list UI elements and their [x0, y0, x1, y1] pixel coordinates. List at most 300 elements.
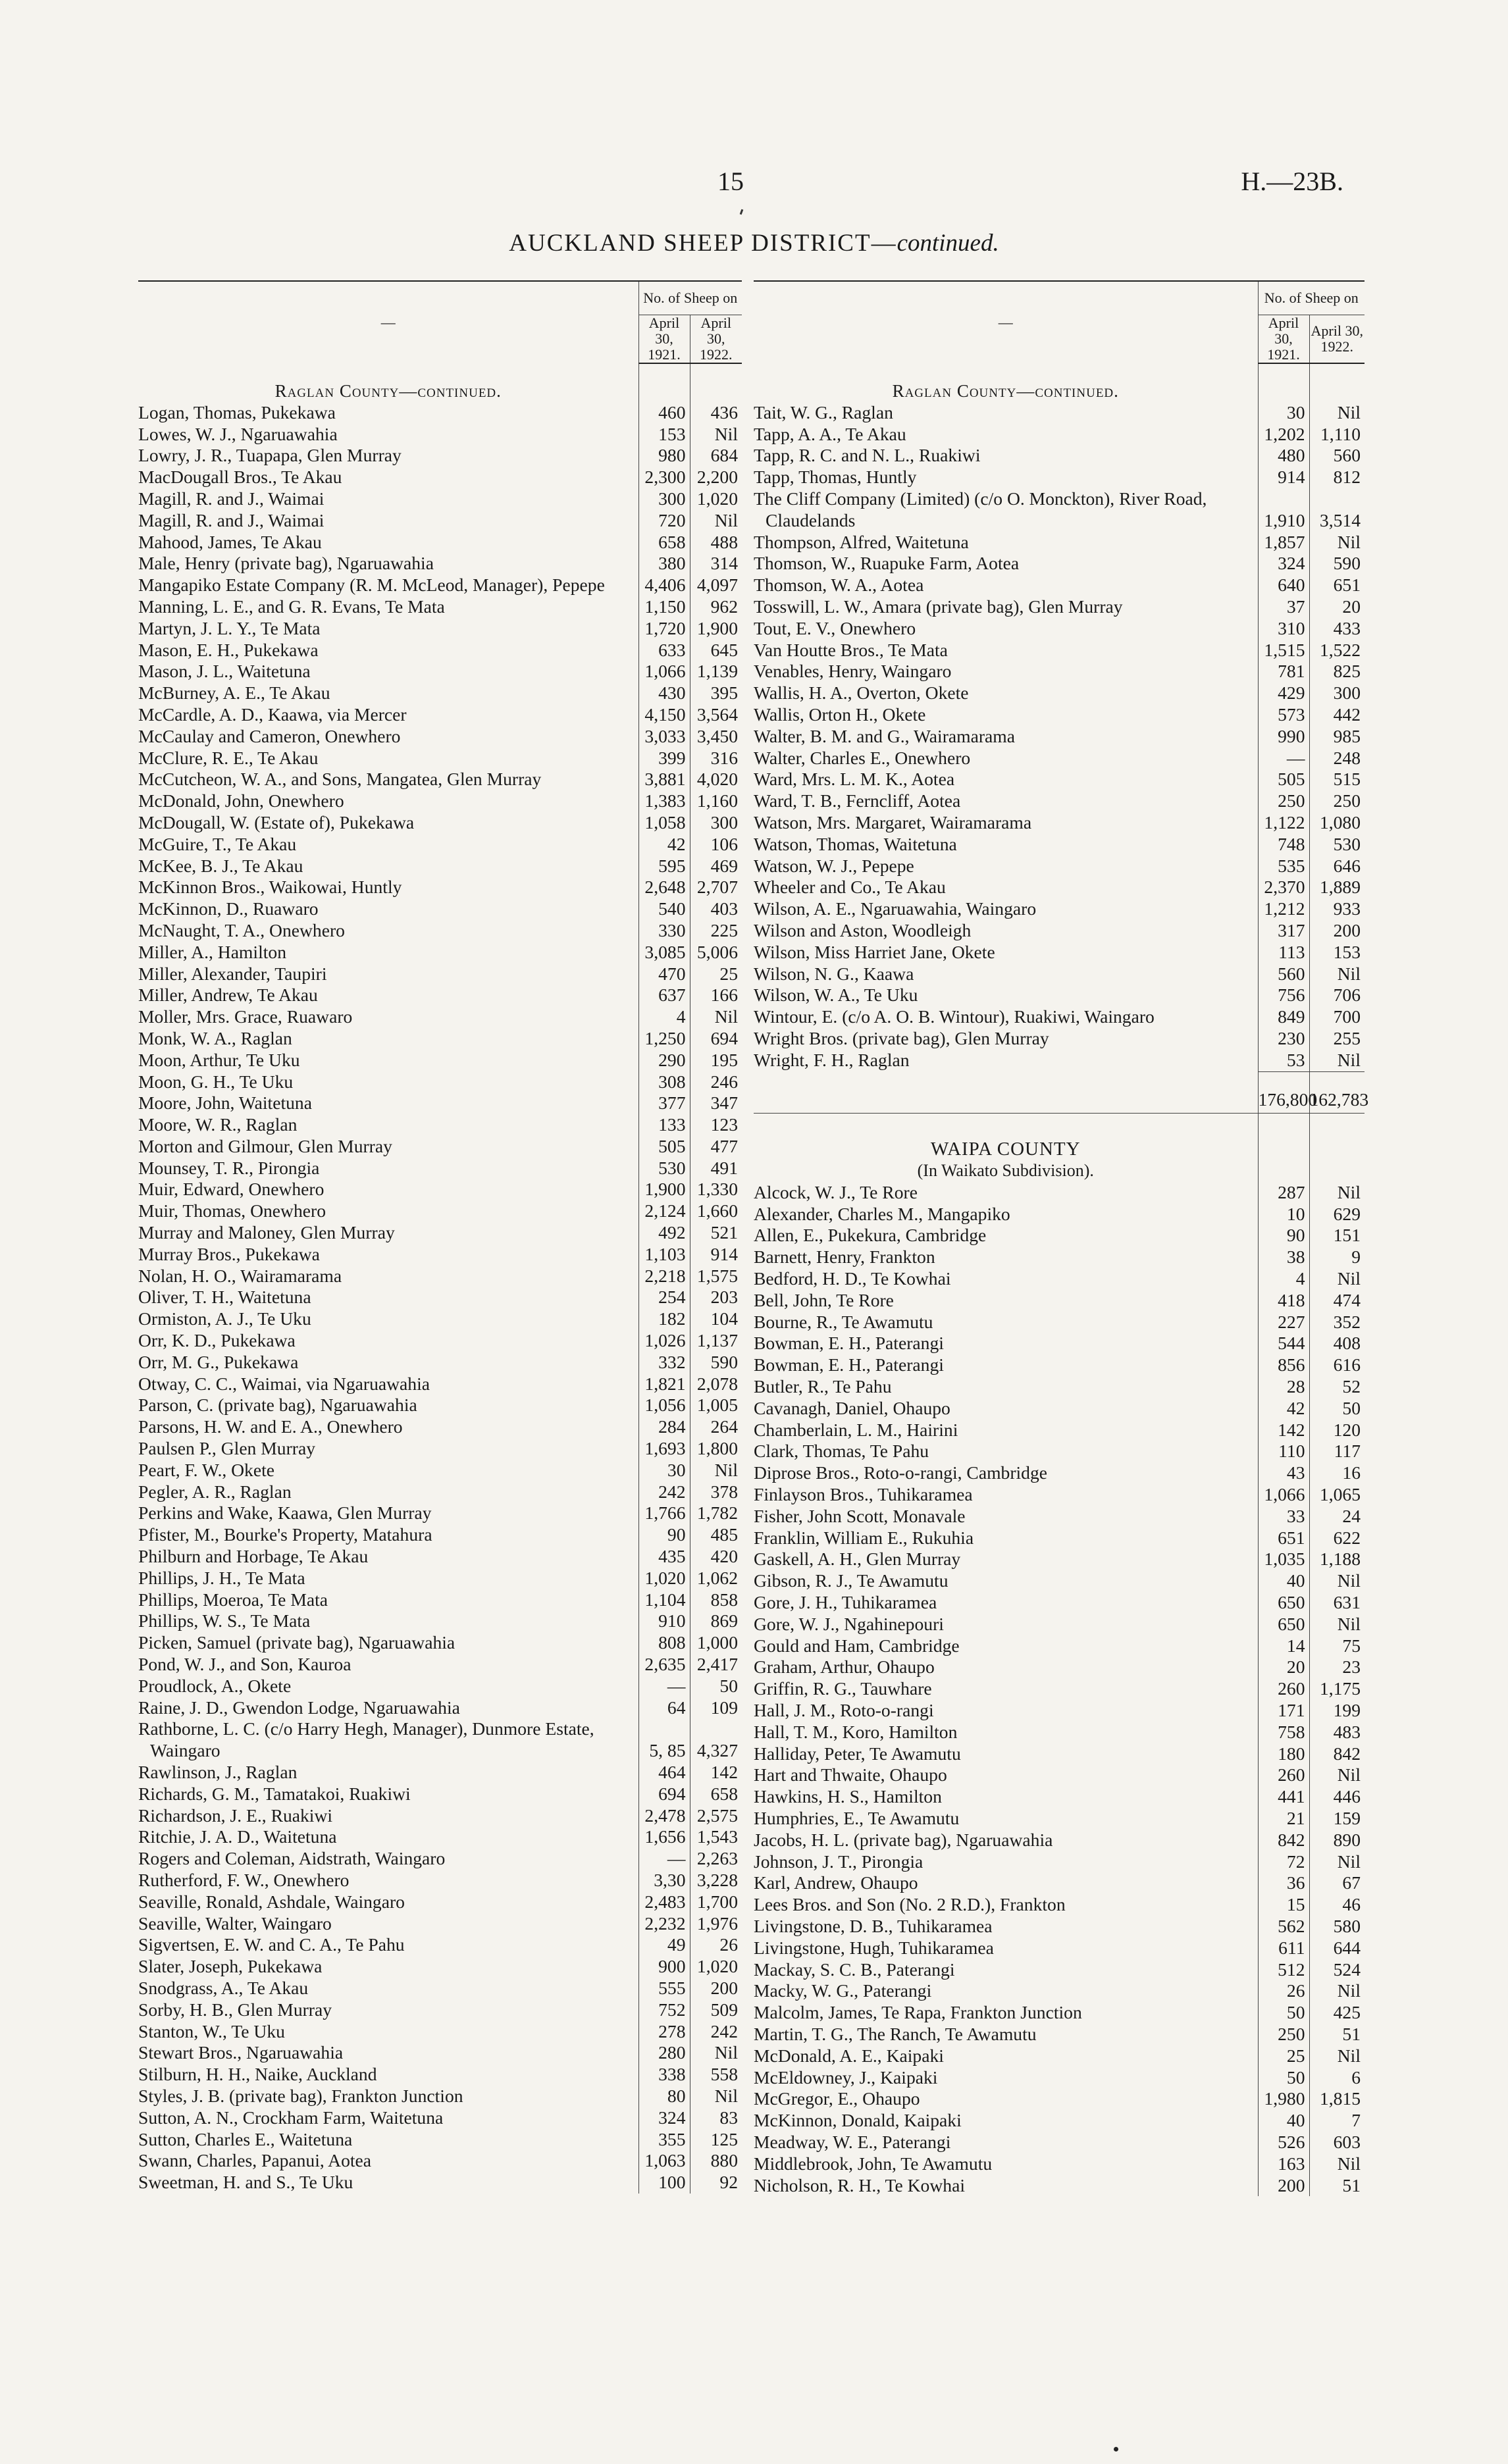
holder-name: Morton and Gilmour, Glen Murray	[138, 1135, 392, 1156]
table-row	[754, 1916, 1365, 1938]
sheep-1922: 9	[1309, 1246, 1365, 1268]
sheep-1922: 248	[1309, 748, 1365, 769]
sheep-1921: 90	[638, 1524, 690, 1546]
sheep-1921: 50	[1258, 2002, 1309, 2024]
table-row	[138, 553, 742, 575]
table-row	[754, 1527, 1365, 1549]
holder-name: Sweetman, H. and S., Te Uku	[138, 2172, 353, 2193]
sheep-1921: 1,066	[1258, 1484, 1309, 1506]
sheep-1922: 120	[1309, 1420, 1365, 1441]
table-row	[754, 1246, 1365, 1268]
holder-name: Allen, E., Pukekura, Cambridge	[754, 1225, 987, 1246]
holder-name: Gore, J. H., Tuhikaramea	[754, 1592, 937, 1613]
table-row	[754, 1182, 1365, 1204]
holder-name: Stanton, W., Te Uku	[138, 2020, 285, 2041]
sheep-1921: 15	[1258, 1894, 1309, 1916]
sheep-1921: 540	[638, 898, 690, 920]
table-row	[138, 1978, 742, 1999]
sheep-1921: 650	[1258, 1592, 1309, 1614]
sheep-1922: Nil	[690, 1460, 742, 1481]
holder-name: Otway, C. C., Waimai, via Ngaruawahia	[138, 1373, 430, 1394]
table-row	[754, 618, 1365, 640]
sheep-1922: 603	[1309, 2132, 1365, 2153]
holder-name: Ward, Mrs. L. M. K., Aotea	[754, 769, 955, 790]
table-row	[138, 640, 742, 661]
sheep-1921: 418	[1258, 1290, 1309, 1312]
holder-name: Sigvertsen, E. W. and C. A., Te Pahu	[138, 1934, 405, 1955]
table-row	[754, 1312, 1365, 1333]
sheep-1921: 1,857	[1258, 532, 1309, 553]
holder-name: Wheeler and Co., Te Akau	[754, 877, 946, 898]
sheep-1922: 483	[1309, 1722, 1365, 1743]
holder-name: Macky, W. G., Paterangi	[754, 1980, 932, 2001]
holder-name: Thomson, W. A., Aotea	[754, 575, 924, 596]
table-row	[138, 1546, 742, 1568]
sheep-1921: 1,656	[638, 1826, 690, 1848]
sheep-1922: 347	[690, 1092, 742, 1114]
sheep-1921: 573	[1258, 704, 1309, 726]
sheep-1921: 2,478	[638, 1805, 690, 1827]
sheep-1922: 242	[690, 2021, 742, 2043]
holder-name: Griffin, R. G., Tauwhare	[754, 1678, 932, 1699]
table-row	[754, 1398, 1365, 1420]
table-row	[138, 1805, 742, 1827]
sheep-1922: Nil	[1309, 1050, 1365, 1071]
table-row	[138, 920, 742, 942]
sheep-1921: 278	[638, 2021, 690, 2043]
table-row	[754, 424, 1365, 446]
holder-name: Murray Bros., Pukekawa	[138, 1243, 320, 1264]
table-row	[754, 2153, 1365, 2175]
sheep-1922: 985	[1309, 726, 1365, 748]
sheep-1921: 2,300	[638, 467, 690, 488]
sheep-1921: 1,910	[1258, 488, 1309, 532]
sheep-1921: —	[638, 1848, 690, 1870]
table-row	[138, 467, 742, 488]
sheep-1921: 808	[638, 1632, 690, 1654]
sheep-1922: 631	[1309, 1592, 1365, 1614]
holder-name: Van Houtte Bros., Te Mata	[754, 639, 948, 660]
sheep-1921: 1,103	[638, 1244, 690, 1266]
sheep-1921: 555	[638, 1978, 690, 1999]
table-row	[138, 1200, 742, 1222]
section-subheading: (In Waikato Subdivision).	[917, 1161, 1094, 1181]
holder-name: Ormiston, A. J., Te Uku	[138, 1308, 311, 1329]
sheep-1922: 2,417	[690, 1654, 742, 1676]
sheep-1921: 470	[638, 963, 690, 985]
sheep-1922: Nil	[1309, 2153, 1365, 2175]
table-row	[138, 1762, 742, 1784]
sheep-1922: 246	[690, 1071, 742, 1093]
holder-name: McKinnon, Donald, Kaipaki	[754, 2110, 962, 2131]
table-row	[754, 1830, 1365, 1851]
sheep-1922: 616	[1309, 1354, 1365, 1376]
title-italic: continued.	[897, 230, 999, 257]
sheep-1921: 694	[638, 1784, 690, 1805]
sheep-1921: 781	[1258, 661, 1309, 682]
holder-name: Venables, Henry, Waingaro	[754, 661, 952, 682]
sheep-1922: Nil	[1309, 1851, 1365, 1873]
sheep-1921: 526	[1258, 2132, 1309, 2153]
sheep-1922: 250	[1309, 790, 1365, 812]
holder-name: Martin, T. G., The Ranch, Te Awamutu	[754, 2023, 1037, 2044]
holder-name: Hawkins, H. S., Hamilton	[754, 1786, 942, 1807]
holder-name: Ward, T. B., Ferncliff, Aotea	[754, 790, 961, 811]
table-row	[754, 1851, 1365, 1873]
sheep-1921: 28	[1258, 1376, 1309, 1398]
holder-name: Watson, Thomas, Waitetuna	[754, 833, 957, 854]
table-row	[138, 1330, 742, 1352]
holder-name: Hall, J. M., Roto-o-rangi	[754, 1700, 934, 1721]
holder-name: Mason, E. H., Pukekawa	[138, 639, 319, 660]
table-row	[754, 2002, 1365, 2024]
holder-name: Wilson, N. G., Kaawa	[754, 963, 914, 984]
col-1922-header: April 30, 1922.	[1309, 315, 1365, 364]
holder-name: Finlayson Bros., Tuhikaramea	[754, 1484, 973, 1505]
sheep-1922: 446	[1309, 1786, 1365, 1808]
sheep-1922: 3,228	[690, 1870, 742, 1891]
sheep-1921: 640	[1258, 575, 1309, 596]
holder-name: Watson, Mrs. Margaret, Wairamarama	[754, 811, 1032, 833]
sheep-1921: 4,406	[638, 575, 690, 596]
col-1921-header: April 30, 1921.	[1258, 315, 1309, 364]
holder-name: Wright Bros. (private bag), Glen Murray	[754, 1027, 1049, 1048]
table-row	[138, 877, 742, 898]
table-row	[754, 1743, 1365, 1765]
sheep-1921: 464	[638, 1762, 690, 1784]
table-row	[138, 1373, 742, 1395]
sheep-1922: 50	[1309, 1398, 1365, 1420]
sheep-1922: Nil	[1309, 1268, 1365, 1290]
holder-name: Bedford, H. D., Te Kowhai	[754, 1268, 951, 1289]
holder-name: Wintour, E. (c/o A. O. B. Wintour), Ruakiwi, Waingaro	[754, 1006, 1155, 1027]
holder-name: Rathborne, L. C. (c/o Harry Hegh, Manager), Dunmore Estate, Waingaro	[138, 1718, 594, 1761]
sheep-1921: 280	[638, 2042, 690, 2064]
sheep-1921: 42	[1258, 1398, 1309, 1420]
sheep-1921: 153	[638, 424, 690, 446]
holder-name: Philburn and Horbage, Te Akau	[138, 1546, 369, 1567]
holder-name: Butler, R., Te Pahu	[754, 1376, 892, 1397]
table-row	[754, 467, 1365, 488]
table-row	[138, 1222, 742, 1244]
sheep-1921: 142	[1258, 1420, 1309, 1441]
print-mark	[740, 209, 744, 215]
holder-name: MacDougall Bros., Te Akau	[138, 467, 342, 488]
table-row	[138, 2086, 742, 2107]
table-row	[754, 1786, 1365, 1808]
holder-name: Styles, J. B. (private bag), Frankton Junction	[138, 2085, 463, 2106]
table-row	[138, 1092, 742, 1114]
sheep-1921: 1,150	[638, 596, 690, 618]
left-table-body	[138, 363, 742, 2194]
table-row	[138, 1956, 742, 1978]
table-row	[754, 488, 1365, 532]
sheep-1922: 530	[1309, 834, 1365, 856]
sheep-1922: 3,564	[690, 704, 742, 726]
holder-name: McBurney, A. E., Te Akau	[138, 682, 330, 704]
table-row	[754, 1980, 1365, 2002]
sheep-1921: 2,218	[638, 1266, 690, 1287]
holder-name: McDougall, W. (Estate of), Pukekawa	[138, 811, 415, 833]
table-row	[138, 726, 742, 748]
sheep-1921: 4	[638, 1006, 690, 1028]
sheep-1921: 980	[638, 445, 690, 467]
sheep-1921: 26	[1258, 1980, 1309, 2002]
sheep-1921: 324	[1258, 553, 1309, 575]
sheep-1922: 203	[690, 1287, 742, 1308]
sheep-1921: 250	[1258, 2024, 1309, 2045]
table-row	[754, 1006, 1365, 1028]
sheep-1922: 166	[690, 985, 742, 1006]
table-row	[754, 2024, 1365, 2045]
table-row	[754, 1506, 1365, 1527]
table-row	[138, 402, 742, 424]
holder-name: McCutcheon, W. A., and Sons, Mangatea, Glen Murray	[138, 769, 542, 790]
sheep-1921: 752	[638, 1999, 690, 2021]
holder-name: Seaville, Ronald, Ashdale, Waingaro	[138, 1891, 405, 1912]
sheep-1922: 485	[690, 1524, 742, 1546]
table-row	[138, 1179, 742, 1200]
table-row	[754, 640, 1365, 661]
sheep-1921: 1,122	[1258, 812, 1309, 834]
sheep-1921: 355	[638, 2129, 690, 2151]
table-row	[138, 488, 742, 510]
sheep-1921: 230	[1258, 1028, 1309, 1050]
sheep-1922: 509	[690, 1999, 742, 2021]
sheep-1922: 590	[690, 1352, 742, 1373]
col-1921-header: April 30, 1921.	[638, 315, 690, 364]
table-row	[138, 1848, 742, 1870]
sheep-1922: 2,200	[690, 467, 742, 488]
total-1921: 176,800	[1258, 1071, 1309, 1114]
table-row	[754, 1333, 1365, 1354]
sheep-1922: 195	[690, 1050, 742, 1071]
sheep-1921: 300	[638, 488, 690, 510]
holder-name: Bowman, E. H., Paterangi	[754, 1354, 944, 1375]
sheep-1921: 505	[1258, 769, 1309, 790]
sheep-1921: 1,212	[1258, 898, 1309, 920]
sheep-1922: 5,006	[690, 942, 742, 963]
table-row	[138, 682, 742, 704]
sheep-1922: Nil	[1309, 1764, 1365, 1786]
sheep-1921: 1,202	[1258, 424, 1309, 446]
sheep-1921: 290	[638, 1050, 690, 1071]
holder-name: Sorby, H. B., Glen Murray	[138, 1999, 332, 2020]
holder-name: McClure, R. E., Te Akau	[138, 747, 319, 768]
sheep-1921: 595	[638, 856, 690, 877]
table-row	[754, 661, 1365, 682]
sheep-1922: 488	[690, 532, 742, 553]
table-row	[138, 898, 742, 920]
holder-name: Phillips, W. S., Te Mata	[138, 1610, 311, 1631]
sheep-1921: 4	[1258, 1268, 1309, 1290]
sheep-1922: 408	[1309, 1333, 1365, 1354]
sheep-1922: 622	[1309, 1527, 1365, 1549]
sheep-1921: 637	[638, 985, 690, 1006]
sheep-1921: 535	[1258, 856, 1309, 877]
table-row	[754, 1050, 1365, 1071]
sheep-1922: 842	[1309, 1743, 1365, 1765]
sheep-1922: 1,080	[1309, 812, 1365, 834]
holder-name: Tait, W. G., Raglan	[754, 401, 893, 423]
sheep-1921: 338	[638, 2064, 690, 2086]
table-row	[754, 1028, 1365, 1050]
sheep-1922: 2,263	[690, 1848, 742, 1870]
sheep-1921: 133	[638, 1114, 690, 1136]
sheep-1922: 962	[690, 596, 742, 618]
sheep-1921: 5, 85	[638, 1718, 690, 1762]
sheep-1922: 1,660	[690, 1200, 742, 1222]
holder-name: Mason, J. L., Waitetuna	[138, 661, 311, 682]
holder-name: Wilson and Aston, Woodleigh	[754, 919, 972, 940]
table-row	[754, 1938, 1365, 1959]
table-row	[754, 1290, 1365, 1312]
holder-name: McKinnon, D., Ruawaro	[138, 898, 319, 919]
sheep-1922: Nil	[690, 2042, 742, 2064]
holder-name: Moore, John, Waitetuna	[138, 1092, 312, 1114]
sheep-1921: 2,635	[638, 1654, 690, 1676]
sheep-1922: 52	[1309, 1376, 1365, 1398]
holder-name: Livingstone, Hugh, Tuhikaramea	[754, 1937, 994, 1958]
holder-name: Muir, Thomas, Onewhero	[138, 1200, 326, 1221]
sheep-1922: 67	[1309, 1872, 1365, 1894]
sheep-1921: 1,766	[638, 1502, 690, 1524]
table-row	[754, 920, 1365, 942]
holder-name: Lowry, J. R., Tuapapa, Glen Murray	[138, 445, 402, 466]
sheep-1922: 200	[1309, 920, 1365, 942]
sheep-1921: 254	[638, 1287, 690, 1308]
sheep-1921: 330	[638, 920, 690, 942]
sheep-1921: 756	[1258, 985, 1309, 1006]
holder-name: Monk, W. A., Raglan	[138, 1027, 292, 1048]
table-row	[754, 1592, 1365, 1614]
sheep-1921: 260	[1258, 1764, 1309, 1786]
table-row	[138, 1114, 742, 1136]
table-row	[754, 877, 1365, 898]
holder-name: Ritchie, J. A. D., Waitetuna	[138, 1826, 337, 1847]
sheep-1922: 869	[690, 1610, 742, 1632]
sheep-1922: 51	[1309, 2175, 1365, 2197]
holder-name: Graham, Arthur, Ohaupo	[754, 1656, 935, 1678]
sheep-1922: Nil	[1309, 1614, 1365, 1635]
sheep-1921: 2,648	[638, 877, 690, 898]
holder-name: Karl, Andrew, Ohaupo	[754, 1872, 918, 1893]
sheep-1922: Nil	[1309, 1182, 1365, 1204]
sheep-1921: 80	[638, 2086, 690, 2107]
table-row	[138, 1287, 742, 1308]
document-code: H.—23B.	[1241, 167, 1343, 196]
holder-name: Sutton, Charles E., Waitetuna	[138, 2128, 353, 2149]
table-row	[138, 1913, 742, 1935]
table-row	[754, 834, 1365, 856]
sheep-1922: 3,514	[1309, 488, 1365, 532]
holder-name: Parsons, H. W. and E. A., Onewhero	[138, 1416, 403, 1437]
holder-name: Miller, Andrew, Te Akau	[138, 985, 318, 1006]
holder-name: Meadway, W. E., Paterangi	[754, 2131, 951, 2152]
section-heading-waipa: WAIPA COUNTY	[930, 1139, 1081, 1160]
sheep-1922: 812	[1309, 467, 1365, 488]
holder-name: McDonald, John, Onewhero	[138, 790, 344, 811]
holder-name: Humphries, E., Te Awamutu	[754, 1808, 960, 1828]
sheep-1921: 90	[1258, 1225, 1309, 1246]
sheep-1921: 900	[638, 1956, 690, 1978]
sheep-1922: Nil	[690, 2086, 742, 2107]
sheep-1922: Nil	[1309, 402, 1365, 424]
table-row	[754, 790, 1365, 812]
table-row	[138, 1481, 742, 1503]
sheep-1922: 159	[1309, 1808, 1365, 1830]
table-row	[138, 2150, 742, 2172]
holder-name: Moon, Arthur, Te Uku	[138, 1049, 300, 1070]
sheep-1921: 842	[1258, 1830, 1309, 1851]
sheep-1921: 10	[1258, 1204, 1309, 1225]
table-row	[754, 1225, 1365, 1246]
table-row	[754, 1808, 1365, 1830]
table-row	[138, 1071, 742, 1093]
sheep-1922: Nil	[1309, 1980, 1365, 2002]
holder-name: Wallis, Orton H., Okete	[754, 704, 926, 725]
holder-name: Tapp, Thomas, Huntly	[754, 467, 917, 488]
sheep-1921: 40	[1258, 1570, 1309, 1592]
sheep-1921: 3,033	[638, 726, 690, 748]
sheep-1922: 658	[690, 1784, 742, 1805]
sheep-1922: 1,330	[690, 1179, 742, 1200]
table-row	[754, 1959, 1365, 1981]
table-row	[754, 2132, 1365, 2153]
sheep-1921: 171	[1258, 1700, 1309, 1722]
sheep-1922: 51	[1309, 2024, 1365, 2045]
table-row	[138, 1676, 742, 1697]
table-row	[138, 769, 742, 790]
sheep-1922: 25	[690, 963, 742, 985]
table-row	[138, 856, 742, 877]
holder-name: Tapp, R. C. and N. L., Ruakiwi	[754, 445, 981, 466]
holder-name: Stilburn, H. H., Naike, Auckland	[138, 2064, 377, 2085]
table-row	[138, 1352, 742, 1373]
table-row	[138, 1308, 742, 1330]
holder-name: McKee, B. J., Te Akau	[138, 855, 303, 876]
table-row	[138, 1568, 742, 1589]
holder-name: Gould and Ham, Cambridge	[754, 1635, 960, 1656]
holder-name: Lowes, W. J., Ngaruawahia	[138, 423, 338, 444]
holder-name: Stewart Bros., Ngaruawahia	[138, 2042, 344, 2063]
sheep-1922: 92	[690, 2172, 742, 2194]
holder-name: Magill, R. and J., Waimai	[138, 509, 325, 530]
table-row	[138, 1524, 742, 1546]
sheep-1922: 825	[1309, 661, 1365, 682]
sheep-1921: 30	[638, 1460, 690, 1481]
table-row	[138, 424, 742, 446]
holder-name: McCaulay and Cameron, Onewhero	[138, 725, 401, 746]
sheep-1921: 650	[1258, 1614, 1309, 1635]
table-row	[754, 2067, 1365, 2089]
holder-name: Walter, Charles E., Onewhero	[754, 747, 971, 768]
table-row	[754, 1484, 1365, 1506]
holder-name: Peart, F. W., Okete	[138, 1459, 275, 1480]
sheep-1921: 2,232	[638, 1913, 690, 1935]
sheep-1921: 658	[638, 532, 690, 553]
sheep-1921: 633	[638, 640, 690, 661]
sheep-1922: 1,137	[690, 1330, 742, 1352]
sheep-1921: 611	[1258, 1938, 1309, 1959]
sheep-1922: 644	[1309, 1938, 1365, 1959]
table-row	[754, 1656, 1365, 1678]
sheep-1921: 1,066	[638, 661, 690, 682]
sheep-1922: 1,065	[1309, 1484, 1365, 1506]
sheep-count-header: No. of Sheep on	[638, 281, 742, 315]
sheep-1921: 1,056	[638, 1395, 690, 1416]
sheep-1921: 1,515	[1258, 640, 1309, 661]
